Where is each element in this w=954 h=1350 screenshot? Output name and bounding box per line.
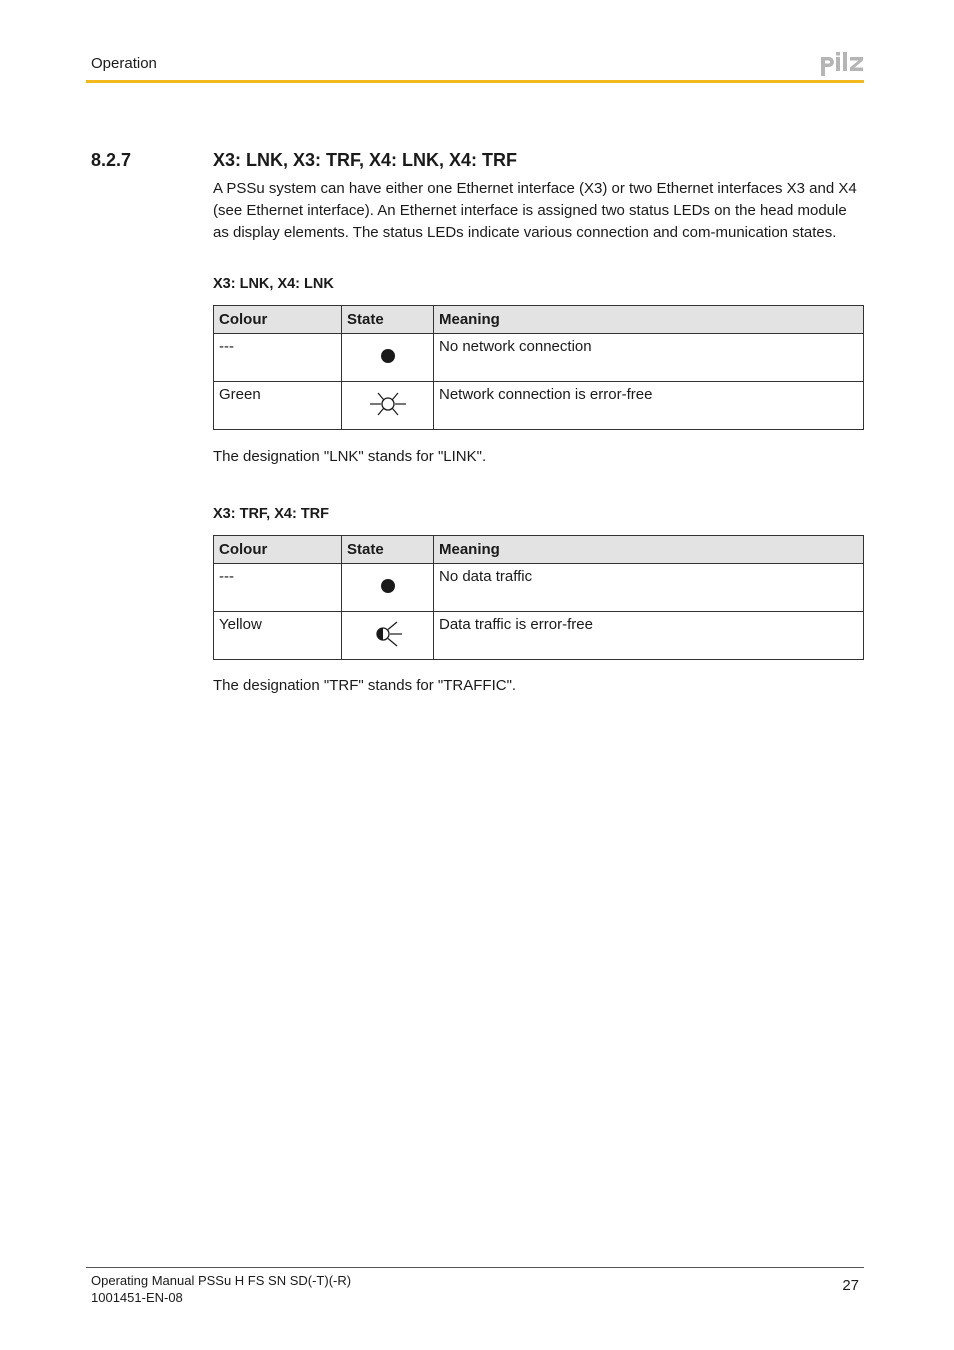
table-row	[214, 564, 864, 612]
colour-cell: ---	[214, 564, 342, 612]
table-row	[214, 382, 864, 430]
led-off-icon	[378, 576, 398, 596]
lnk-table	[213, 305, 864, 430]
trf-note: The designation "TRF" stands for "TRAFFIC".	[213, 677, 517, 694]
table-header-row	[214, 306, 864, 334]
section-title: X3: LNK, X3: TRF, X4: LNK, X4: TRF	[213, 150, 518, 170]
header-rule	[86, 80, 864, 83]
state-cell	[342, 612, 434, 660]
meaning-cell: Network connection is error-free	[434, 382, 864, 430]
state-cell	[342, 564, 434, 612]
led-on-icon	[368, 388, 408, 420]
column-header: Meaning	[434, 306, 864, 334]
page-header	[86, 54, 864, 84]
column-header: State	[342, 306, 434, 334]
colour-cell: ---	[214, 334, 342, 382]
column-header: Colour	[214, 306, 342, 334]
footer-info	[91, 1272, 351, 1306]
state-cell	[342, 382, 434, 430]
header-title: Operation	[91, 55, 157, 72]
column-header: Meaning	[434, 536, 864, 564]
column-header: Colour	[214, 536, 342, 564]
footer-manual-title: Operating Manual PSSu H FS SN SD(-T)(-R)	[91, 1273, 352, 1288]
intro-paragraph: A PSSu system can have either one Ethernet interface (X3) or two Ethernet interfaces X3 and X4 (see Ethernet interface). An Ethernet interface is assigned two status LEDs on the head module as display elements. The status LEDs indicate various connection and com-munication states.	[213, 180, 857, 241]
state-cell	[342, 334, 434, 382]
footer-rule	[86, 1267, 864, 1268]
trf-heading: X3: TRF, X4: TRF	[213, 506, 330, 522]
led-flicker-icon	[370, 618, 406, 650]
colour-cell: Yellow	[214, 612, 342, 660]
table-row	[214, 334, 864, 382]
pilz-logo	[820, 51, 864, 77]
meaning-cell: No data traffic	[434, 564, 864, 612]
section-number: 8.2.7	[91, 150, 132, 170]
trf-table	[213, 535, 864, 660]
led-off-icon	[378, 346, 398, 366]
colour-cell: Green	[214, 382, 342, 430]
lnk-heading: X3: LNK, X4: LNK	[213, 276, 334, 292]
table-row	[214, 612, 864, 660]
meaning-cell: No network connection	[434, 334, 864, 382]
table-header-row	[214, 536, 864, 564]
lnk-note: The designation "LNK" stands for "LINK".	[213, 448, 487, 465]
meaning-cell: Data traffic is error-free	[434, 612, 864, 660]
page-number: 27	[842, 1277, 859, 1294]
footer-doc-number: 1001451-EN-08	[91, 1290, 183, 1305]
column-header: State	[342, 536, 434, 564]
